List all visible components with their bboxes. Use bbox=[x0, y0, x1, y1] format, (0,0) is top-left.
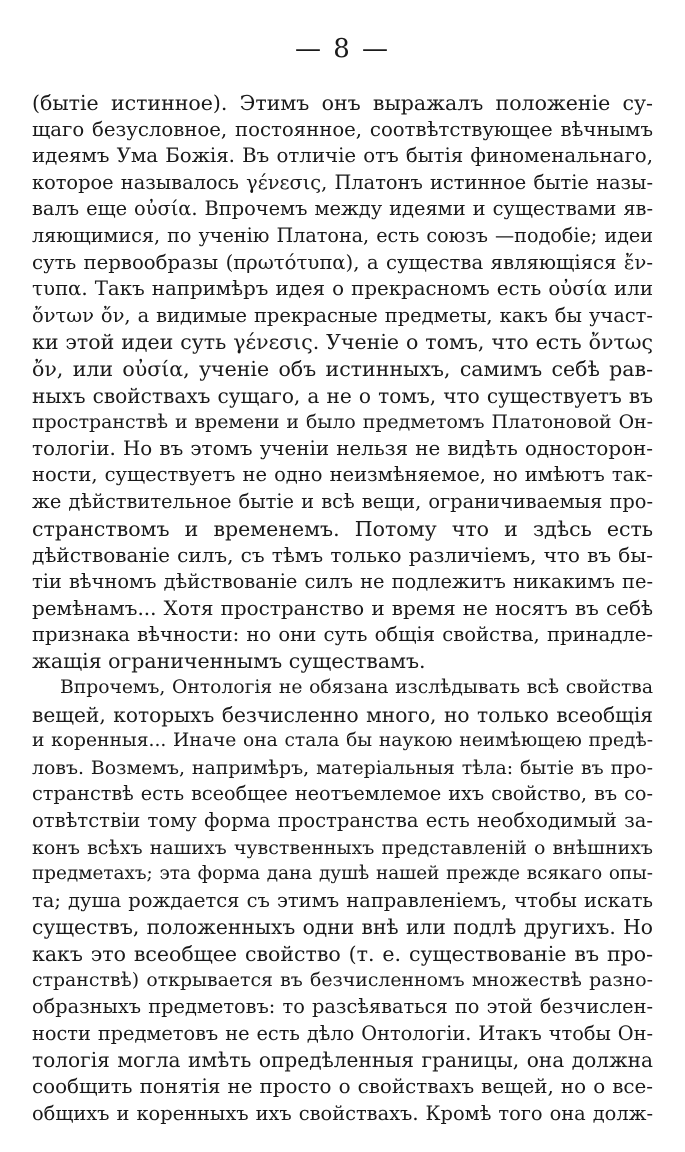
text-line: ки этой идеи суть γένεσις. Ученіе о томъ, что есть ὄντως bbox=[32, 330, 653, 355]
text-line: та; душа рождается съ этимъ направленіемъ, чтобы искать bbox=[32, 888, 653, 912]
text-line: вещей, которыхъ безчисленно много, но только всеобщія bbox=[32, 702, 653, 727]
text-line: пространствѣ и времени и было предметомъ Платоновой Он- bbox=[32, 411, 653, 434]
text-line: ныхъ свойствахъ сущаго, а не о томъ, что существуетъ въ bbox=[32, 383, 653, 408]
text-line: (бытіе истинное). Этимъ онъ выражалъ положеніе су- bbox=[32, 91, 653, 115]
text-line: ности предметовъ не есть дѣло Онтологіи. Итакъ чтобы Он- bbox=[32, 1021, 653, 1045]
text-line: ремѣнамъ... Хотя пространство и время не носятъ въ себѣ bbox=[32, 596, 653, 621]
text-line: предметахъ; эта форма дана душѣ нашей прежде всякаго опы- bbox=[32, 863, 653, 885]
text-line: ляющимися, по ученію Платона, есть союзъ —подобіе; идеи bbox=[32, 223, 653, 247]
text-line: отвѣтствіи тому форма пространства есть необходимый за- bbox=[32, 809, 653, 833]
text-line: ὄν, или οὐσία, ученіе объ истинныхъ, самимъ себѣ рав- bbox=[32, 356, 653, 381]
text-line: образныхъ предметовъ: то разсѣяваться по этой безчислен- bbox=[32, 995, 653, 1019]
text-line: дѣйствованіе силъ, съ тѣмъ только различіемъ, что въ бы- bbox=[32, 543, 653, 568]
text-line: τυπα. Такъ напримѣръ идея о прекрасномъ есть οὐσία или bbox=[32, 277, 653, 301]
text-line: и коренныя... Иначе она стала бы наукою неимѣющею предѣ- bbox=[32, 730, 653, 752]
text-line: признака вѣчности: но они суть общія свойства, принадле- bbox=[32, 622, 653, 646]
text-line: странствѣ есть всеобщее неотъемлемое ихъ свойство, въ со- bbox=[32, 782, 653, 806]
page-number: — 8 — bbox=[294, 34, 391, 64]
text-line: странствомъ и временемъ. Потому что и здѣсь есть bbox=[32, 516, 653, 541]
text-line: ὄντων ὄν, а видимые прекрасные предметы, какъ бы участ- bbox=[32, 303, 653, 327]
text-line: суть первообразы (πρωτότυπα), а существа являющіяся ἔν- bbox=[32, 250, 653, 274]
text-line: которое называлось γένεσις, Платонъ истинное бытіе назы- bbox=[32, 170, 653, 194]
text-line: какъ это всеобщее свойство (т. е. существованіе въ про- bbox=[32, 942, 653, 966]
text-line: же дѣйствительное бытіе и всѣ вещи, ограничиваемыя про- bbox=[32, 489, 653, 513]
text-line: щаго безусловное, постоянное, соотвѣтствующее вѣчнымъ bbox=[32, 117, 653, 141]
text-line: странствѣ) открывается въ безчисленномъ множествѣ разно- bbox=[32, 969, 653, 991]
text-line: жащія ограниченнымъ существамъ. bbox=[32, 649, 426, 674]
paragraph-2 bbox=[32, 675, 653, 1127]
text-line: ловъ. Возмемъ, напримѣръ, матеріальныя тѣла: бытіе въ про- bbox=[32, 756, 653, 779]
text-line: конъ всѣхъ нашихъ чувственныхъ представленій о внѣшнихъ bbox=[32, 836, 653, 859]
text-line: ности, существуетъ не одно неизмѣняемое, но имѣютъ так- bbox=[32, 463, 653, 487]
text-line: сообщить понятія не просто о свойствахъ вещей, но о все- bbox=[32, 1074, 653, 1098]
text-line: идеямъ Ума Божія. Въ отличіе отъ бытія финоменальнаго, bbox=[32, 144, 653, 168]
text-line: существъ, положенныхъ одни внѣ или подлѣ другихъ. Но bbox=[32, 915, 653, 940]
text-line: тіи вѣчномъ дѣйствованіе силъ не подлежитъ никакимъ пе- bbox=[32, 569, 653, 593]
paragraph-1 bbox=[32, 90, 653, 675]
body-text bbox=[32, 90, 653, 1127]
text-line: валъ еще οὐσία. Впрочемъ между идеями и существами яв- bbox=[32, 197, 653, 221]
text-line: общихъ и коренныхъ ихъ свойствахъ. Кромѣ того она долж- bbox=[32, 1101, 653, 1125]
text-line: тологія могла имѣть опредѣленныя границы, она должна bbox=[32, 1048, 653, 1073]
text-line: тологіи. Но въ этомъ ученіи нельзя не видѣть односторон- bbox=[32, 436, 653, 460]
text-line: Впрочемъ, Онтологія не обязана изслѣдывать всѣ свойства bbox=[60, 677, 653, 699]
